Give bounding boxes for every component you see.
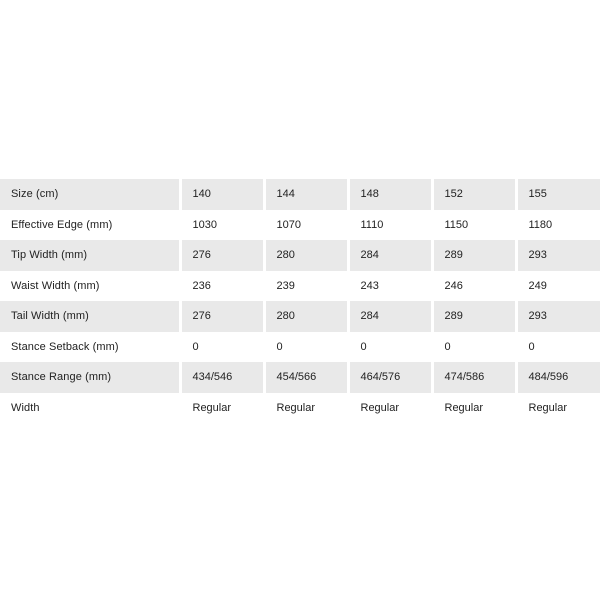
table-cell: 276 <box>180 240 264 271</box>
table-cell: 289 <box>432 301 516 332</box>
table-cell: 243 <box>348 271 432 302</box>
table-cell: 293 <box>516 301 600 332</box>
table-cell: 293 <box>516 240 600 271</box>
table-cell: 454/566 <box>264 362 348 393</box>
table-cell: 239 <box>264 271 348 302</box>
table-row <box>0 362 600 393</box>
row-label: Tip Width (mm) <box>0 240 180 271</box>
row-label: Width <box>0 393 180 424</box>
table-cell: 434/546 <box>180 362 264 393</box>
table-cell: Regular <box>264 393 348 424</box>
row-label: Tail Width (mm) <box>0 301 180 332</box>
table-cell: 0 <box>264 332 348 363</box>
table-row <box>0 210 600 241</box>
spec-table <box>0 179 600 423</box>
table-cell: 0 <box>528 340 535 353</box>
row-label: Stance Setback (mm) <box>0 332 180 363</box>
header-size-140: 140 <box>180 179 264 210</box>
table-row <box>0 393 600 424</box>
table-cell: 484/596 <box>516 362 600 393</box>
table-cell: 0 <box>432 332 516 363</box>
header-size-144: 144 <box>264 179 348 210</box>
table-row <box>0 301 600 332</box>
table-cell: 280 <box>264 301 348 332</box>
header-size-152: 152 <box>432 179 516 210</box>
table-cell: 1180 <box>528 218 553 231</box>
table-row <box>0 332 600 363</box>
table-cell: Regular <box>180 393 264 424</box>
table-row <box>0 271 600 302</box>
header-size-155: 155 <box>516 179 600 210</box>
header-size-148: 148 <box>348 179 432 210</box>
table-cell: 1070 <box>264 210 348 241</box>
table-cell: 0 <box>180 332 264 363</box>
table-cell: 0 <box>348 332 432 363</box>
header-label: Size (cm) <box>0 179 180 210</box>
table-cell: 249 <box>528 279 547 292</box>
table-cell: 1110 <box>348 210 432 241</box>
table-cell: 246 <box>432 271 516 302</box>
table-cell: 289 <box>432 240 516 271</box>
row-label: Stance Range (mm) <box>0 362 180 393</box>
table-cell: 284 <box>348 301 432 332</box>
table-cell: 276 <box>180 301 264 332</box>
table-cell: Regular <box>528 401 568 414</box>
table-cell: Regular <box>432 393 516 424</box>
table-cell: 474/586 <box>432 362 516 393</box>
table-cell: 284 <box>348 240 432 271</box>
table-header-row <box>0 179 600 210</box>
table-cell: Regular <box>348 393 432 424</box>
table-cell: 280 <box>264 240 348 271</box>
row-label: Effective Edge (mm) <box>0 210 180 241</box>
table-cell: 1150 <box>432 210 516 241</box>
table-cell: 464/576 <box>348 362 432 393</box>
table-cell: 1030 <box>180 210 264 241</box>
row-label: Waist Width (mm) <box>0 271 180 302</box>
table-row <box>0 240 600 271</box>
table-cell: 236 <box>180 271 264 302</box>
